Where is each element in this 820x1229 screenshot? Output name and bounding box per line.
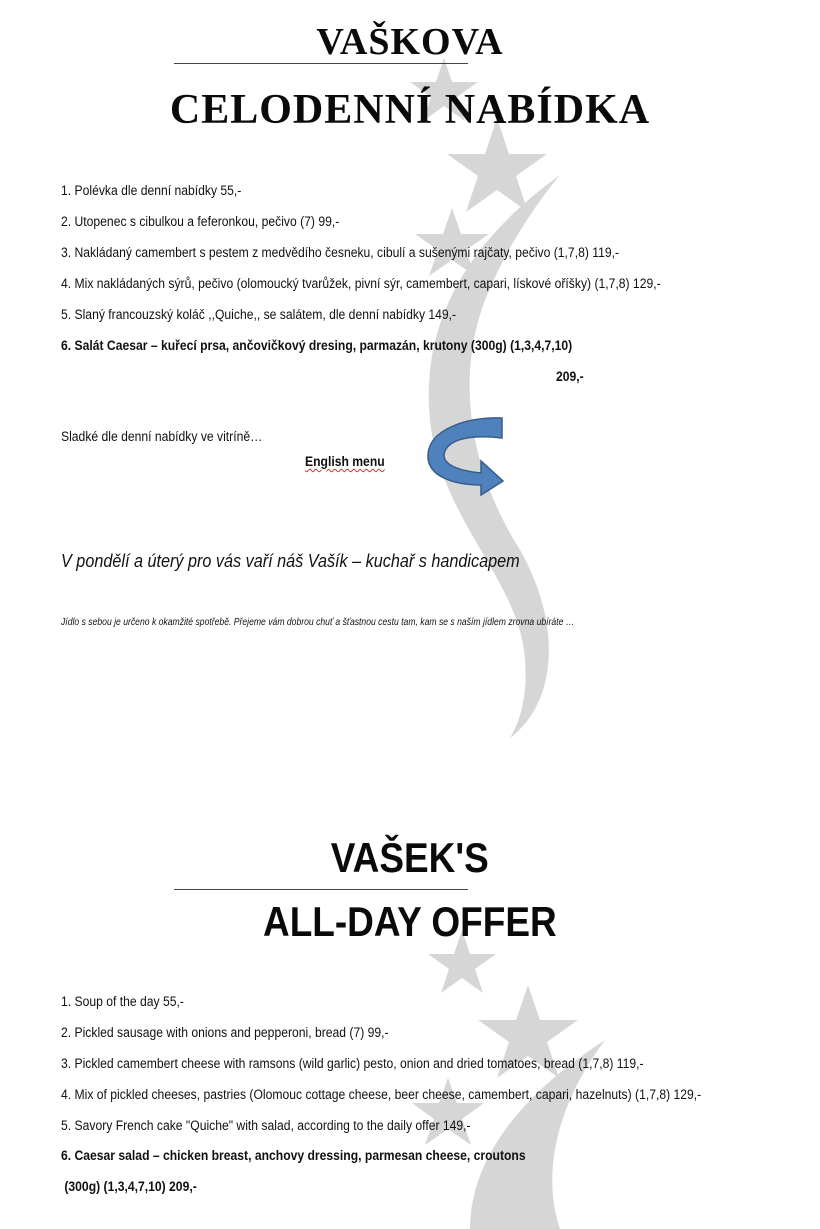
title-line1-en: VAŠEK'S <box>330 834 490 881</box>
menu-item-en-2: 2. Pickled sausage with onions and pepperoni, bread (7) 99,- <box>61 1025 389 1040</box>
english-menu-link[interactable]: English menu <box>305 454 385 469</box>
cook-note: V pondělí a úterý pro vás vaří náš Vašík – kuchař s handicapem <box>61 551 520 571</box>
menu-item-en-6: 6. Caesar salad – chicken breast, anchovy dressing, parmesan cheese, croutons <box>61 1148 526 1163</box>
title-divider-en <box>174 889 468 890</box>
menu-item-en-4: 4. Mix of pickled cheeses, pastries (Olomouc cottage cheese, beer cheese, camembert, capari, hazelnuts) (1,7,8) 129,- <box>61 1087 702 1102</box>
menu-item-cz-3: 3. Nakládaný camembert s pestem z medvědího česneku, cibulí a sušenými rajčaty, pečivo (1,7,8) 119,- <box>61 245 620 260</box>
title-divider-cz <box>174 63 468 64</box>
takeaway-note: Jídlo s sebou je určeno k okamžité spotřebě. Přejeme vám dobrou chuť a šťastnou cestu tam, kam se s naším jídlem zrovna ubíráte … <box>61 616 575 628</box>
menu-item-cz-4: 4. Mix nakládaných sýrů, pečivo (olomoucký tvarůžek, pivní sýr, camembert, capari, lískové oříšky) (1,7,8) 129,- <box>61 276 661 291</box>
menu-item-en-1: 1. Soup of the day 55,- <box>61 994 184 1009</box>
menu-item-en-3: 3. Pickled camembert cheese with ramsons (wild garlic) pesto, onion and dried tomatoes, bread (1,7,8) 119,- <box>61 1056 644 1071</box>
menu-item-cz-6: 6. Salát Caesar – kuřecí prsa, ančovičkový dresing, parmazán, krutony (300g) (1,3,4,7,10) <box>61 338 573 353</box>
title-line1-cz: VAŠKOVA <box>316 21 504 63</box>
menu-item-en-5: 5. Savory French cake "Quiche" with salad, according to the daily offer 149,- <box>61 1118 471 1133</box>
menu-item-cz-6-price: 209,- <box>556 369 584 384</box>
menu-item-cz-2: 2. Utopenec s cibulkou a feferonkou, pečivo (7) 99,- <box>61 214 340 229</box>
curved-arrow-icon <box>425 415 505 497</box>
title-line2-cz: CELODENNÍ NABÍDKA <box>169 87 651 133</box>
menu-item-cz-1: 1. Polévka dle denní nabídky 55,- <box>61 183 242 198</box>
menu-item-en-6-cont: (300g) (1,3,4,7,10) 209,- <box>61 1179 197 1194</box>
title-line2-en: ALL-DAY OFFER <box>263 898 557 945</box>
menu-item-cz-5: 5. Slaný francouzský koláč ,,Quiche,, se salátem, dle denní nabídky 149,- <box>61 307 457 322</box>
sweets-note: Sladké dle denní nabídky ve vitríně… <box>61 429 263 444</box>
